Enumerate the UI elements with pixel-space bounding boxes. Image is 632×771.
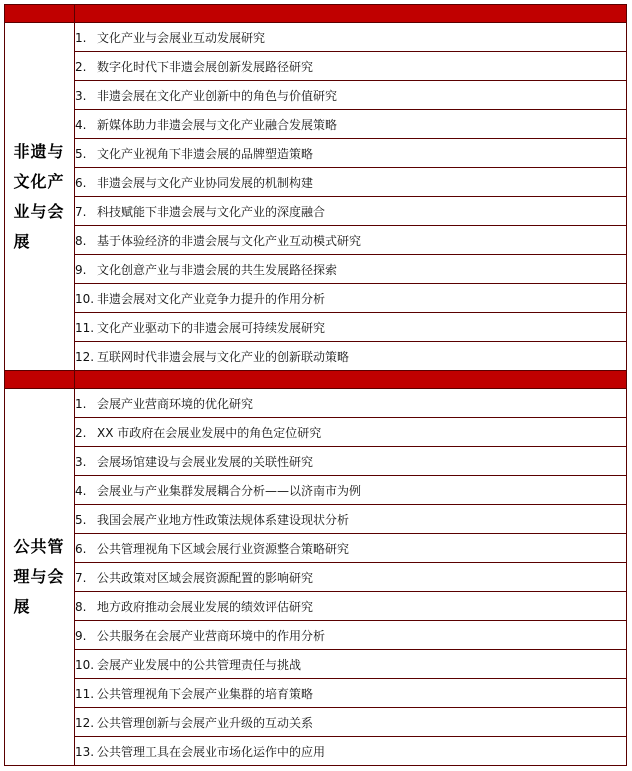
topic-title: 会展产业发展中的公共管理责任与挑战: [97, 657, 302, 672]
topic-title: 新媒体助力非遗会展与文化产业融合发展策略: [97, 117, 338, 132]
table-body: [5, 5, 627, 766]
table-row: [5, 197, 627, 226]
topic-cell: [75, 534, 627, 563]
topic-cell: [75, 708, 627, 737]
topic-title: 非遗会展对文化产业竞争力提升的作用分析: [97, 291, 326, 306]
topic-title: 科技赋能下非遗会展与文化产业的深度融合: [97, 204, 326, 219]
topic-number: 11.: [75, 320, 95, 335]
topic-title: 会展业与产业集群发展耦合分析——以济南市为例: [97, 483, 362, 498]
table-row: [5, 563, 627, 592]
topic-title: 公共政策对区域会展资源配置的影响研究: [97, 570, 314, 585]
topic-number: 4.: [75, 483, 87, 498]
topic-cell: [75, 52, 627, 81]
topic-cell: [75, 447, 627, 476]
topic-number: 9.: [75, 262, 87, 277]
table-row: [5, 168, 627, 197]
table-row: [5, 476, 627, 505]
table-row: [5, 447, 627, 476]
topic-number: 8.: [75, 233, 87, 248]
topic-title: 文化创意产业与非遗会展的共生发展路径探索: [97, 262, 338, 277]
category-label: 公共管理与会展: [13, 537, 65, 616]
topic-number: 1.: [75, 396, 87, 411]
table-row: [5, 737, 627, 766]
topic-cell: [75, 737, 627, 766]
topic-title: 公共管理创新与会展产业升级的互动关系: [97, 715, 314, 730]
table-row: [5, 23, 627, 52]
topic-number: 4.: [75, 117, 87, 132]
header-bar-cell: [75, 5, 627, 23]
table-row: [5, 284, 627, 313]
topic-number: 10.: [75, 657, 95, 672]
header-bar-cell: [5, 371, 75, 389]
topic-cell: [75, 110, 627, 139]
table-row: [5, 313, 627, 342]
topic-number: 9.: [75, 628, 87, 643]
topic-cell: [75, 255, 627, 284]
topic-title: 公共服务在会展产业营商环境中的作用分析: [97, 628, 326, 643]
table-row: [5, 81, 627, 110]
topic-cell: [75, 505, 627, 534]
topic-cell: [75, 342, 627, 371]
table-row: [5, 226, 627, 255]
topic-cell: [75, 168, 627, 197]
table-row: [5, 679, 627, 708]
topic-number: 6.: [75, 175, 87, 190]
topic-cell: [75, 679, 627, 708]
topic-number: 7.: [75, 570, 87, 585]
topic-cell: [75, 621, 627, 650]
topic-title: 文化产业视角下非遗会展的品牌塑造策略: [97, 146, 314, 161]
topic-cell: [75, 226, 627, 255]
topic-title: 数字化时代下非遗会展创新发展路径研究: [97, 59, 314, 74]
topic-title: 会展产业营商环境的优化研究: [97, 396, 254, 411]
topic-cell: [75, 592, 627, 621]
topic-cell: [75, 563, 627, 592]
topic-cell: [75, 313, 627, 342]
topic-number: 11.: [75, 686, 95, 701]
table-row: [5, 534, 627, 563]
topic-cell: [75, 476, 627, 505]
topic-title: 非遗会展与文化产业协同发展的机制构建: [97, 175, 314, 190]
topic-number: 1.: [75, 30, 87, 45]
topic-title: 文化产业与会展业互动发展研究: [97, 30, 266, 45]
topics-table: [4, 4, 627, 766]
header-bar-cell: [5, 5, 75, 23]
table-row: [5, 139, 627, 168]
topic-number: 3.: [75, 88, 87, 103]
topic-title: 公共管理视角下会展产业集群的培育策略: [97, 686, 314, 701]
topic-title: 地方政府推动会展业发展的绩效评估研究: [97, 599, 314, 614]
topic-title: 公共管理工具在会展业市场化运作中的应用: [97, 744, 326, 759]
topic-cell: [75, 418, 627, 447]
topic-cell: [75, 139, 627, 168]
topic-title: 会展场馆建设与会展业发展的关联性研究: [97, 454, 314, 469]
table-row: [5, 650, 627, 679]
topic-number: 5.: [75, 146, 87, 161]
category-label: 非遗与文化产业与会展: [13, 141, 65, 251]
topic-cell: [75, 650, 627, 679]
section-header-bar: [5, 5, 627, 23]
topic-cell: [75, 284, 627, 313]
section-header-bar: [5, 371, 627, 389]
table-row: [5, 592, 627, 621]
table-row: [5, 52, 627, 81]
table-row: [5, 342, 627, 371]
topic-number: 12.: [75, 349, 95, 364]
topic-cell: [75, 389, 627, 418]
topic-number: 3.: [75, 454, 87, 469]
category-cell: [5, 23, 75, 371]
topic-cell: [75, 197, 627, 226]
topic-title: 文化产业驱动下的非遗会展可持续发展研究: [97, 320, 326, 335]
table-row: [5, 621, 627, 650]
topic-number: 5.: [75, 512, 87, 527]
topic-cell: [75, 81, 627, 110]
table-row: [5, 389, 627, 418]
topic-number: 8.: [75, 599, 87, 614]
topic-title: 非遗会展在文化产业创新中的角色与价值研究: [97, 88, 338, 103]
topic-number: 6.: [75, 541, 87, 556]
topic-number: 12.: [75, 715, 95, 730]
topic-number: 2.: [75, 59, 87, 74]
topic-number: 2.: [75, 425, 87, 440]
topic-title: 基于体验经济的非遗会展与文化产业互动模式研究: [97, 233, 362, 248]
topic-cell: [75, 23, 627, 52]
topic-title: 我国会展产业地方性政策法规体系建设现状分析: [97, 512, 350, 527]
topic-number: 13.: [75, 744, 95, 759]
topic-number: 7.: [75, 204, 87, 219]
table-row: [5, 418, 627, 447]
topic-title: 互联网时代非遗会展与文化产业的创新联动策略: [97, 349, 350, 364]
table-row: [5, 708, 627, 737]
topic-number: 10.: [75, 291, 95, 306]
table-row: [5, 110, 627, 139]
topic-title: XX 市政府在会展业发展中的角色定位研究: [97, 425, 322, 440]
table-row: [5, 505, 627, 534]
topic-title: 公共管理视角下区域会展行业资源整合策略研究: [97, 541, 350, 556]
category-cell: [5, 389, 75, 766]
table-row: [5, 255, 627, 284]
header-bar-cell: [75, 371, 627, 389]
